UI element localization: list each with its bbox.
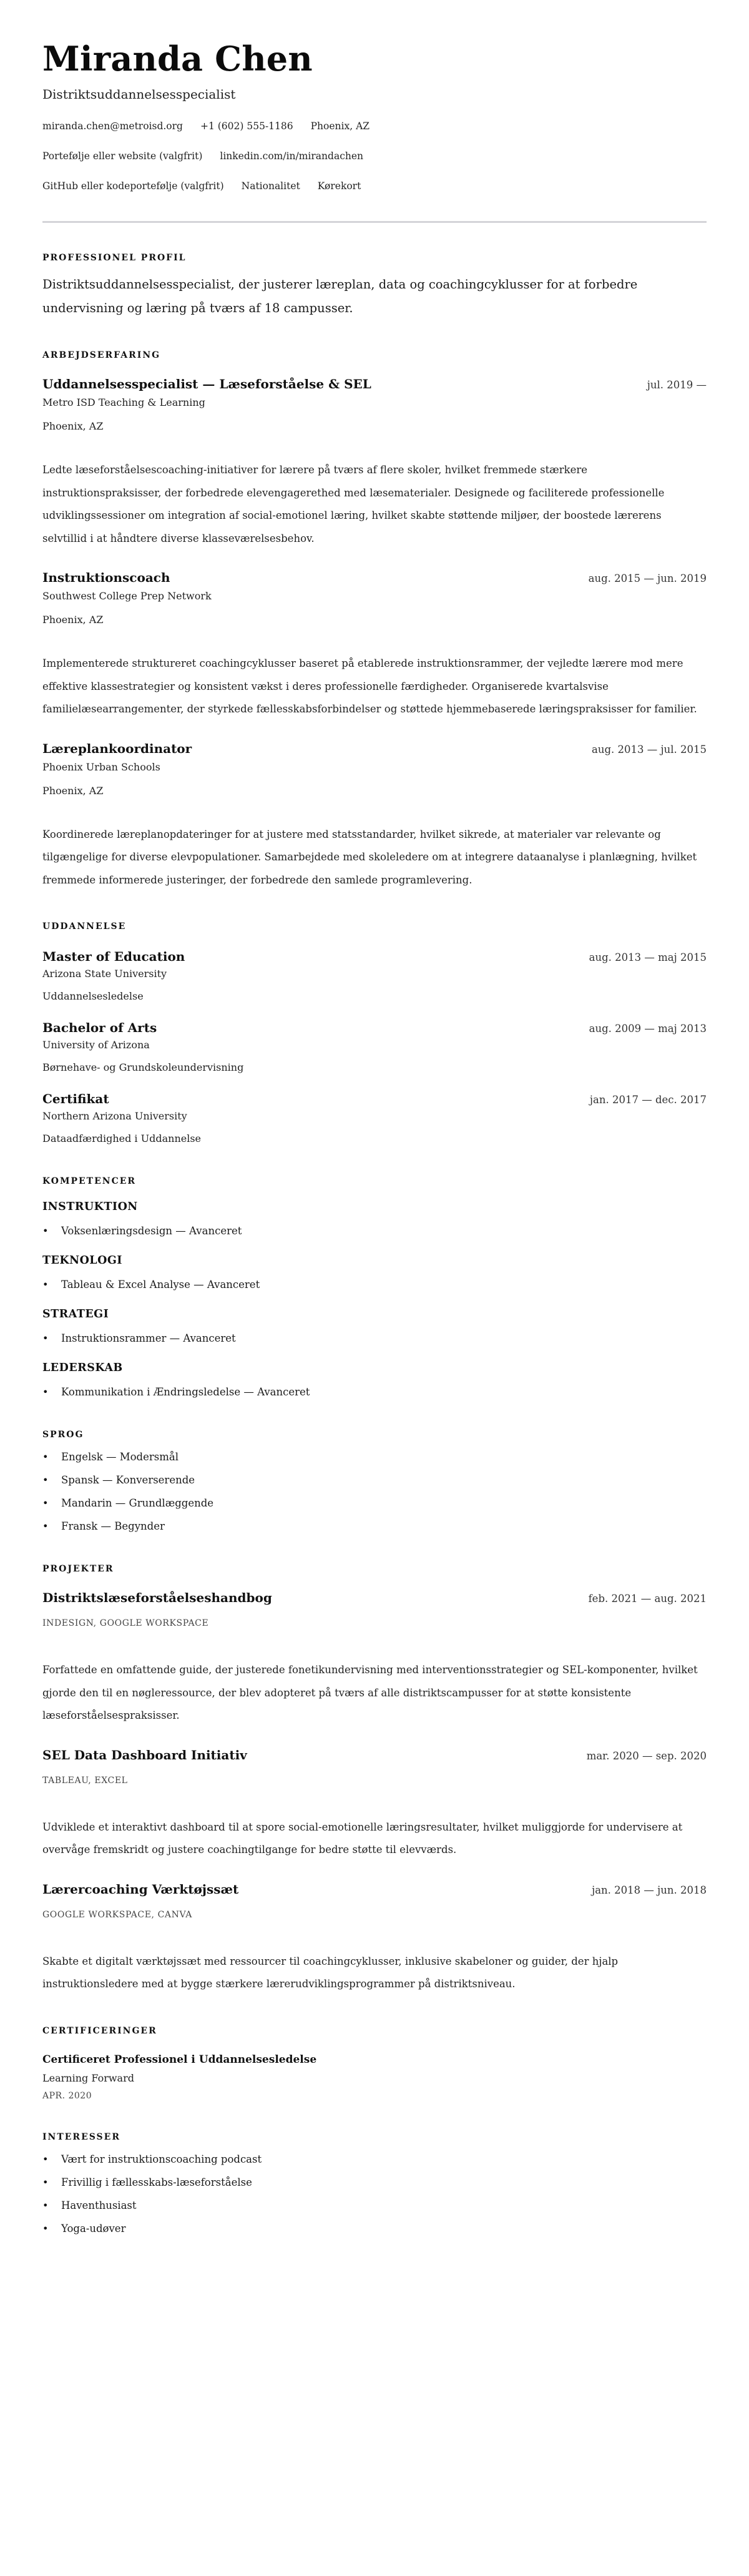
job-company: Metro ISD Teaching & Learning	[42, 396, 205, 408]
section-title: PROJEKTER	[42, 1564, 114, 1574]
projects-section	[42, 1563, 707, 1996]
job-dates: aug. 2015 — jun. 2019	[588, 573, 707, 584]
education-section	[42, 920, 707, 1146]
contact-drivers-license: Kørekort	[317, 180, 361, 192]
language-list	[42, 1450, 707, 1534]
candidate-name: Miranda Chen	[42, 39, 313, 79]
job-description: Implementerede struktureret coachingcyklusser baseret på etablerede instruktionsrammer, der vejledte lærere mod mere effektive klassestrategier og konsistent vækst i deres professionelle færdigheder. Organiserede kvartalsvise familielæsearrangementer, der styrkede fællesskabsforbindelser og støttede hjemmebaserede læringspraksisser for familier.	[42, 657, 697, 715]
language-item: • Spansk — Konverserende	[42, 1473, 707, 1488]
degree-title: Bachelor of Arts	[42, 1020, 157, 1035]
field-of-study: Børnehave- og Grundskoleundervisning	[42, 1061, 244, 1073]
language-item: • Engelsk — Modersmål	[42, 1450, 707, 1465]
section-title: ARBEJDSERFARING	[42, 350, 161, 360]
project-entry	[42, 1880, 707, 1996]
skills-section	[42, 1175, 707, 1400]
degree-title: Certifikat	[42, 1091, 109, 1106]
interest-item: • Yoga-udøver	[42, 2221, 707, 2236]
section-title: UDDANNELSE	[42, 922, 127, 932]
interest-item: • Haventhusiast	[42, 2198, 707, 2213]
project-dates: jan. 2018 — jun. 2018	[592, 1884, 707, 1896]
interest-item: • Vært for instruktionscoaching podcast	[42, 2152, 707, 2167]
contact-line-2	[42, 149, 707, 164]
experience-entry	[42, 740, 707, 892]
skill-category: LEDERSKAB	[42, 1362, 123, 1374]
contact-github[interactable]: GitHub eller kodeportefølje (valgfrit)	[42, 180, 224, 192]
skill-category: TEKNOLOGI	[42, 1254, 122, 1267]
project-dates: feb. 2021 — aug. 2021	[588, 1593, 707, 1605]
degree-dates: jan. 2017 — dec. 2017	[589, 1094, 707, 1106]
education-entry	[42, 1090, 707, 1146]
school-name: Northern Arizona University	[42, 1110, 187, 1122]
contact-line-1	[42, 119, 707, 134]
certification-date: APR. 2020	[42, 2090, 92, 2101]
job-title: Læreplankoordinator	[42, 740, 192, 756]
contact-portfolio[interactable]: Portefølje eller website (valgfrit)	[42, 150, 203, 162]
entry-header	[42, 1589, 707, 1608]
contact-phone[interactable]: +1 (602) 555-1186	[200, 120, 293, 132]
education-entry	[42, 948, 707, 1004]
field-of-study: Dataadfærdighed i Uddannelse	[42, 1133, 202, 1144]
job-location: Phoenix, AZ	[42, 614, 104, 626]
degree-title: Master of Education	[42, 949, 185, 964]
interest-item: • Frivillig i fællesskabs-læseforståelse	[42, 2175, 707, 2190]
language-item: • Fransk — Begynder	[42, 1519, 707, 1534]
entry-header	[42, 1090, 707, 1109]
entry-header	[42, 740, 707, 759]
job-dates: jul. 2019 —	[647, 379, 707, 391]
contact-line-3	[42, 179, 707, 194]
section-title: CERTIFICERINGER	[42, 2025, 157, 2036]
project-name: Lærercoaching Værktøjssæt	[42, 1881, 239, 1897]
section-title: KOMPETENCER	[42, 1176, 137, 1186]
certifications-section	[42, 2025, 707, 2102]
education-entry	[42, 1019, 707, 1075]
section-title: INTERESSER	[42, 2131, 120, 2142]
candidate-headline: Distriktsuddannelsesspecialist	[42, 87, 236, 102]
entry-header	[42, 569, 707, 587]
skill-list	[42, 1277, 707, 1292]
job-dates: aug. 2013 — jul. 2015	[592, 743, 707, 755]
contact-email[interactable]: miranda.chen@metroisd.org	[42, 120, 183, 132]
experience-entry	[42, 375, 707, 550]
entry-header	[42, 1746, 707, 1765]
school-name: Arizona State University	[42, 968, 167, 980]
interest-list	[42, 2152, 707, 2236]
job-title: Instruktionscoach	[42, 570, 170, 585]
certification-name: Certificeret Professionel i Uddannelsesledelse	[42, 2053, 317, 2066]
skill-category: INSTRUKTION	[42, 1201, 138, 1213]
skill-category: STRATEGI	[42, 1308, 109, 1320]
profile-section	[42, 252, 707, 320]
entry-header	[42, 1880, 707, 1899]
contact-location: Phoenix, AZ	[310, 120, 370, 132]
section-title: SPROG	[42, 1430, 84, 1440]
job-company: Phoenix Urban Schools	[42, 760, 160, 773]
entry-header	[42, 1019, 707, 1038]
job-description: Ledte læseforståelsescoaching-initiativer for lærere på tværs af flere skoler, hvilket fremmede stærkere instruktionspraksisser, der forbedrede elevengagerethed med læsematerialer. Designede og faciliterede professionelle udviklingssessioner om integration af social-emotionel læring, hvilket skabte støttende miljøer, der boostede lærerens selvtillid i at håndtere diverse klasseværelsesbehov.	[42, 464, 665, 544]
field-of-study: Uddannelsesledelse	[42, 990, 144, 1002]
profile-summary: Distriktsuddannelsesspecialist, der justerer læreplan, data og coachingcyklusser for at forbedre undervisning og læring på tværs af 18 campusser.	[42, 277, 638, 315]
contact-nationality: Nationalitet	[241, 180, 300, 192]
experience-section	[42, 349, 707, 892]
project-entry	[42, 1589, 707, 1728]
skill-list	[42, 1331, 707, 1346]
job-description: Koordinerede læreplanopdateringer for at justere med statsstandarder, hvilket sikrede, at materialer var relevante og tilgængelige for diverse elevpopulationer. Samarbejdede med skoleledere om at integrere dataanalyse i planlægning, hvilket fremmede informerede justeringer, der forbedrede den samlede programlevering.	[42, 828, 697, 886]
degree-dates: aug. 2013 — maj 2015	[589, 951, 707, 963]
resume-header	[42, 36, 707, 194]
certification-entry	[42, 2052, 707, 2102]
job-location: Phoenix, AZ	[42, 784, 104, 797]
project-name: Distriktslæseforståelseshandbog	[42, 1590, 272, 1605]
skill-item: • Tableau & Excel Analyse — Avanceret	[42, 1277, 707, 1292]
job-company: Southwest College Prep Network	[42, 590, 212, 602]
skill-item: • Kommunikation i Ændringsledelse — Avanceret	[42, 1385, 707, 1400]
project-name: SEL Data Dashboard Initiativ	[42, 1747, 247, 1762]
header-divider	[42, 221, 707, 223]
certification-issuer: Learning Forward	[42, 2072, 134, 2084]
project-tech: INDESIGN, GOOGLE WORKSPACE	[42, 1618, 209, 1628]
project-description: Skabte et digitalt værktøjssæt med ressourcer til coachingcyklusser, inklusive skabeloner og guider, der hjalp instruktionsledere med at bygge stærkere lærerudviklingsprogrammer på distriktsniveau.	[42, 1955, 619, 1990]
interests-section	[42, 2131, 707, 2236]
job-location: Phoenix, AZ	[42, 420, 104, 432]
project-entry	[42, 1746, 707, 1862]
project-description: Udviklede et interaktivt dashboard til at spore social-emotionelle læringsresultater, hvilket muliggjorde for undervisere at overvåge fremskridt og justere coachingtilgange for bedre støtte til elevværds.	[42, 1821, 683, 1856]
experience-entry	[42, 569, 707, 721]
project-tech: TABLEAU, EXCEL	[42, 1775, 128, 1786]
skill-list	[42, 1385, 707, 1400]
school-name: University of Arizona	[42, 1039, 150, 1051]
project-description: Forfattede en omfattende guide, der justerede fonetikundervisning med interventionsstrategier og SEL-komponenter, hvilket gjorde den til en nøgleressource, der blev adopteret på tværs af alle distriktscampusser for at støtte konsistente læseforståelsespraksisser.	[42, 1664, 698, 1721]
language-item: • Mandarin — Grundlæggende	[42, 1496, 707, 1511]
degree-dates: aug. 2009 — maj 2013	[589, 1023, 707, 1035]
contact-linkedin[interactable]: linkedin.com/in/mirandachen	[220, 150, 364, 162]
skill-item: • Voksenlæringsdesign — Avanceret	[42, 1224, 707, 1239]
skill-list	[42, 1224, 707, 1239]
project-tech: GOOGLE WORKSPACE, CANVA	[42, 1909, 192, 1920]
skill-item: • Instruktionsrammer — Avanceret	[42, 1331, 707, 1346]
job-title: Uddannelsesspecialist — Læseforståelse & SEL	[42, 376, 371, 391]
project-dates: mar. 2020 — sep. 2020	[586, 1749, 707, 1762]
section-title: PROFESSIONEL PROFIL	[42, 253, 187, 263]
entry-header	[42, 375, 707, 394]
entry-header	[42, 948, 707, 966]
languages-section	[42, 1428, 707, 1534]
